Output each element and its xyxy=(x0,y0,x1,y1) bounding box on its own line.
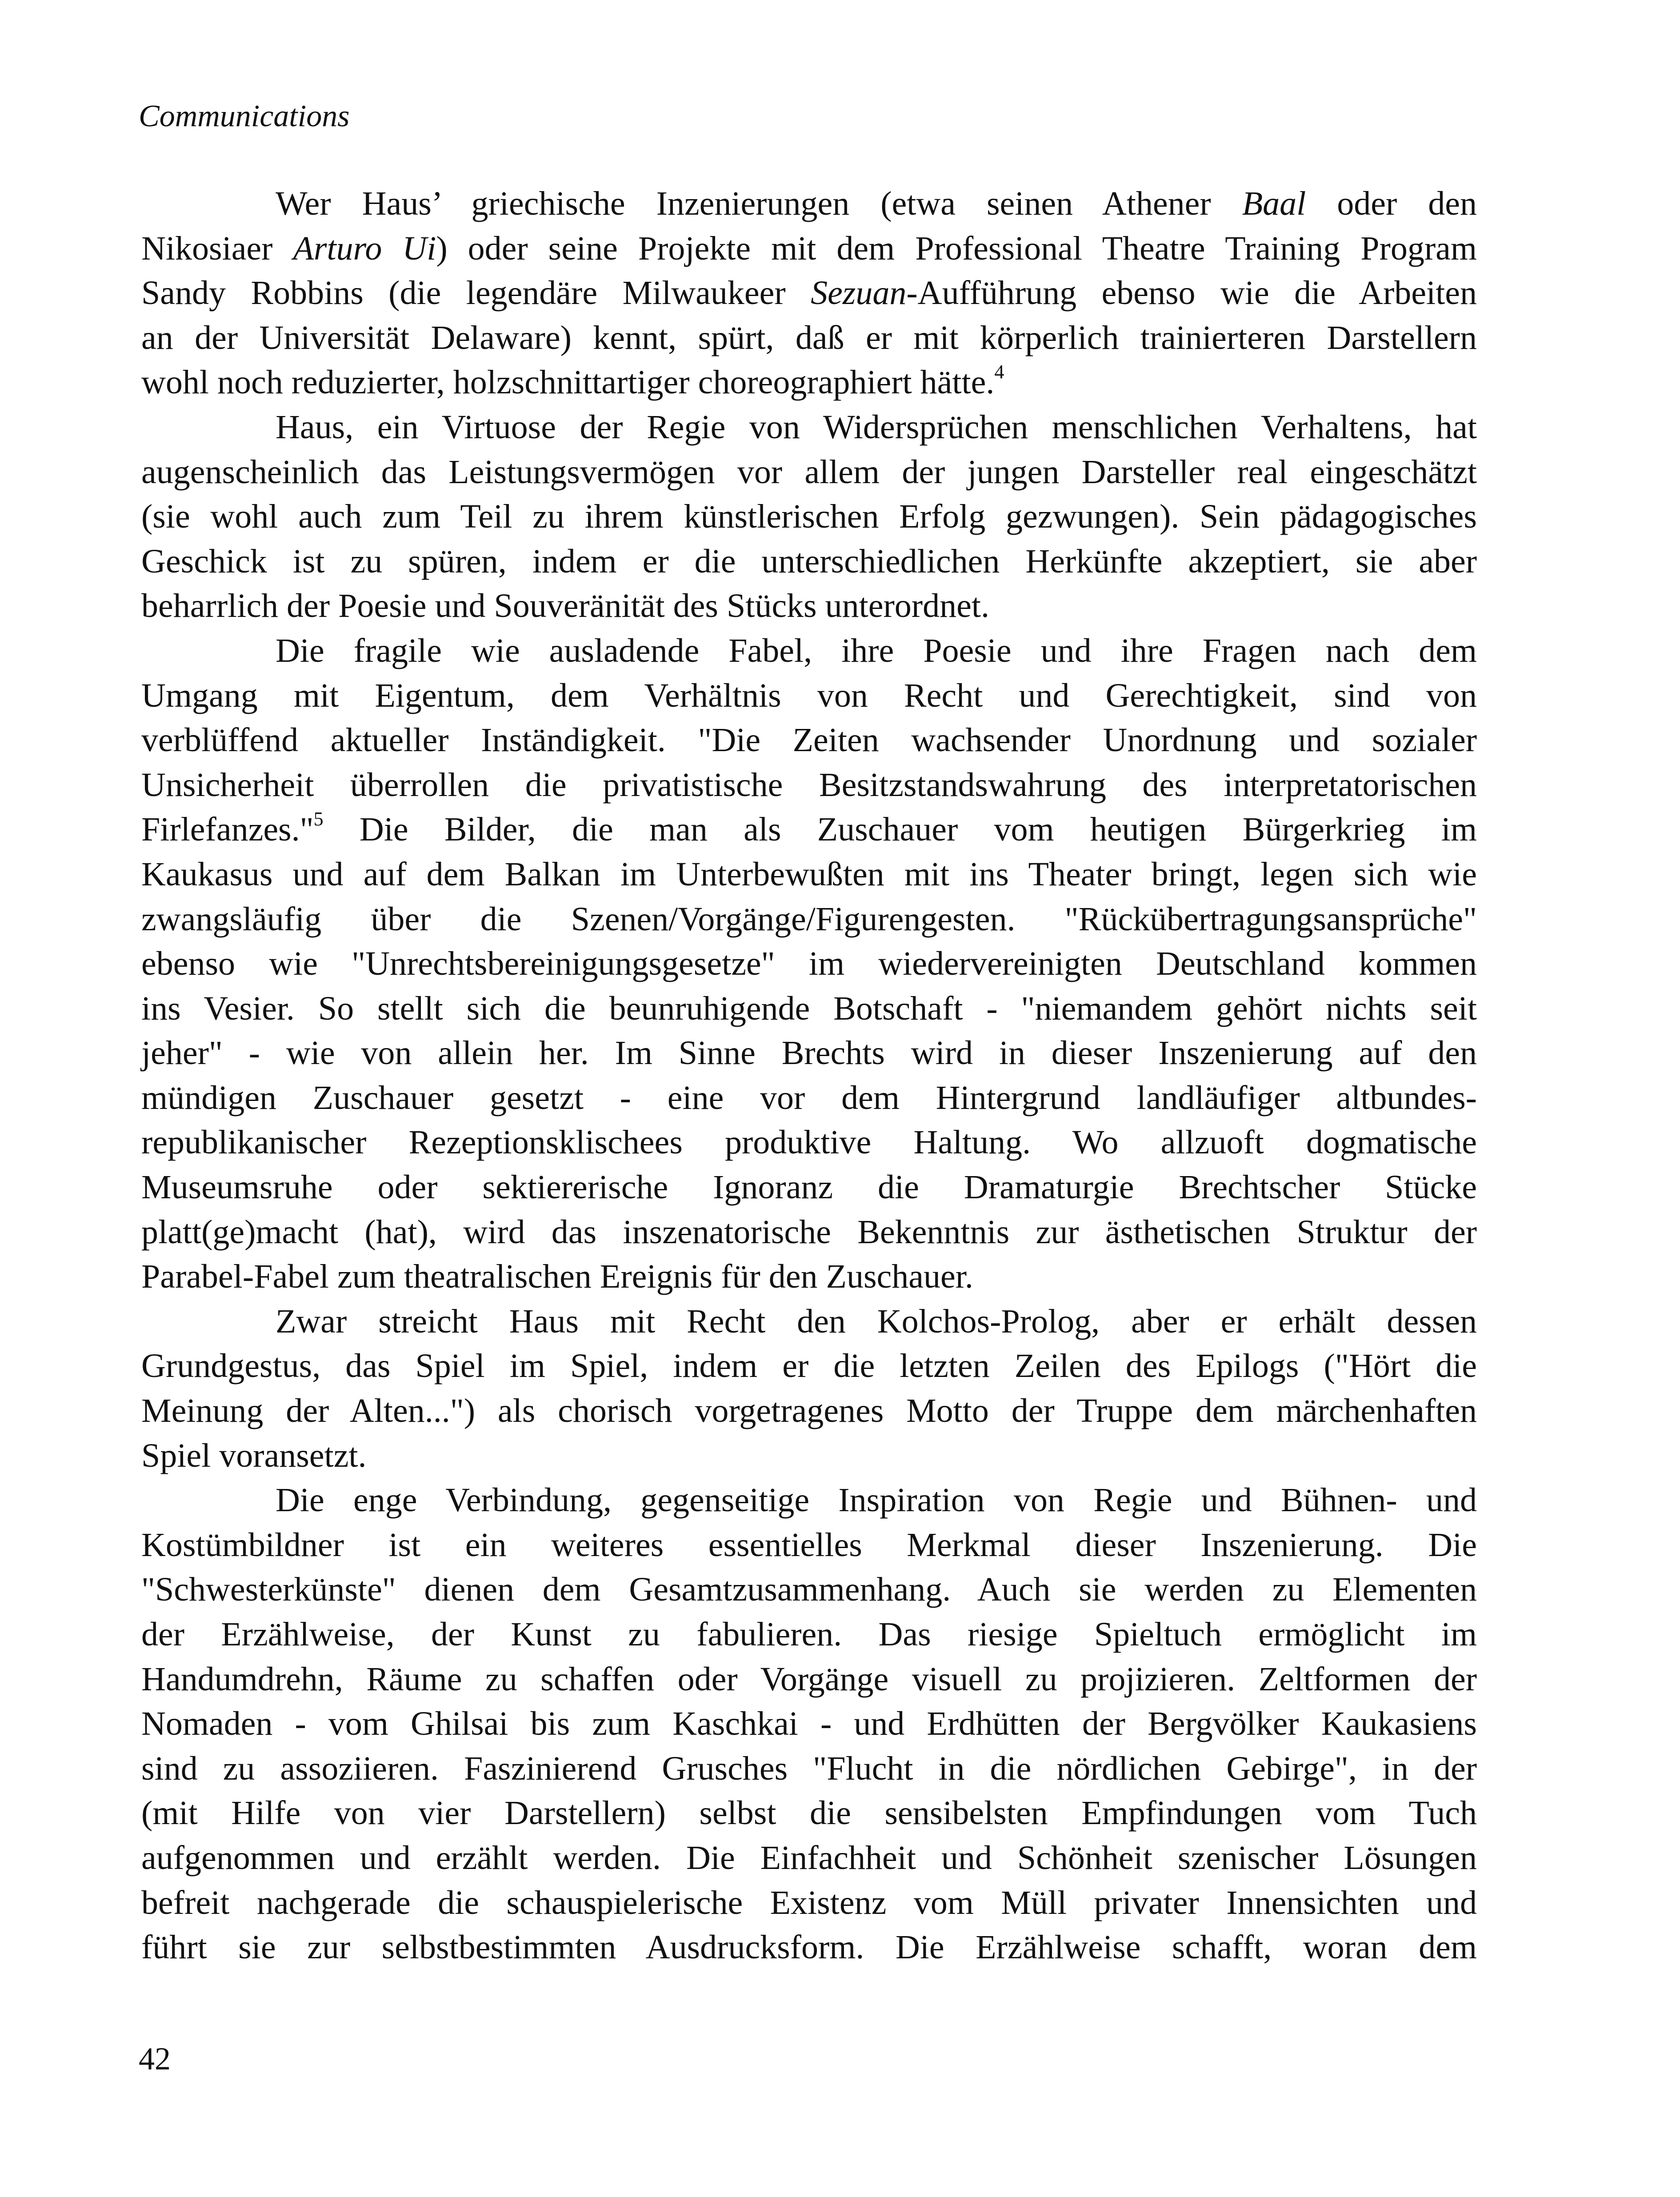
text-line xyxy=(141,1567,1477,1612)
text-segment: republikanischer Rezeptionsklischees produktive Haltung. Wo allzuoft dogmatische xyxy=(141,1124,1477,1161)
text-line xyxy=(141,941,1477,986)
footnote-marker: 5 xyxy=(313,808,324,830)
text-line xyxy=(141,1344,1477,1389)
text-line xyxy=(141,1746,1477,1791)
text-line xyxy=(141,1433,1477,1478)
text-line xyxy=(141,1523,1477,1568)
text-line xyxy=(141,226,1477,271)
text-segment: Die Bilder, die man als Zuschauer vom heutigen Bürgerkrieg im xyxy=(323,811,1477,848)
footnote-marker: 4 xyxy=(994,361,1004,383)
text-line xyxy=(141,584,1477,628)
text-segment: Geschick ist zu spüren, indem er die unterschiedlichen Herkünfte akzeptiert, sie aber xyxy=(141,542,1477,580)
text-segment: Meinung der Alten...") als chorisch vorgetragenes Motto der Truppe dem märchenhaften xyxy=(141,1392,1477,1430)
text-segment: oder den xyxy=(1306,185,1477,222)
text-segment: ebenso wie "Unrechtsbereinigungsgesetze" im wiedervereinigten Deutschland kommen xyxy=(141,945,1477,983)
text-segment: "Schwesterkünste" dienen dem Gesamtzusammenhang. Auch sie werden zu Elementen xyxy=(141,1571,1477,1609)
text-line xyxy=(141,450,1477,495)
text-segment: Die enge Verbindung, gegenseitige Inspiration von Regie und Bühnen- und xyxy=(276,1481,1477,1519)
text-line xyxy=(141,897,1477,942)
text-line xyxy=(141,1120,1477,1165)
text-segment: augenscheinlich das Leistungsvermögen vor allem der jungen Darsteller real eingeschätzt xyxy=(141,453,1477,491)
text-segment: befreit nachgerade die schauspielerische Existenz vom Müll privater Innensichten und xyxy=(141,1884,1477,1921)
text-line xyxy=(141,405,1477,450)
text-segment: Sandy Robbins (die legendäre Milwaukeer xyxy=(141,274,811,312)
text-line xyxy=(141,1389,1477,1433)
text-line xyxy=(141,494,1477,539)
text-line xyxy=(141,1210,1477,1255)
text-segment: zwangsläufig über die Szenen/Vorgänge/Figurengesten. "Rückübertragungsansprüche" xyxy=(141,900,1477,938)
text-line xyxy=(141,1791,1477,1836)
text-segment: beharrlich der Poesie und Souveränität des Stücks unterordnet. xyxy=(141,587,989,625)
text-line xyxy=(141,1836,1477,1881)
text-segment: Kaukasus und auf dem Balkan im Unterbewußten mit ins Theater bringt, legen sich wie xyxy=(141,855,1477,893)
text-line xyxy=(141,673,1477,718)
text-line xyxy=(141,1657,1477,1702)
text-line xyxy=(141,271,1477,316)
text-segment: ) oder seine Projekte mit dem Professional Theatre Training Program xyxy=(436,229,1477,267)
text-line xyxy=(141,1076,1477,1121)
text-line xyxy=(141,986,1477,1031)
text-segment: Wer Haus’ griechische Inzenierungen (etwa seinen Athener xyxy=(276,185,1242,222)
text-segment: sind zu assoziieren. Faszinierend Grusches "Flucht in die nördlichen Gebirge", in der xyxy=(141,1749,1477,1787)
text-line xyxy=(141,628,1477,673)
text-line xyxy=(141,1299,1477,1344)
running-head: Communications xyxy=(139,99,350,133)
body-text xyxy=(141,181,1477,1970)
text-segment: mündigen Zuschauer gesetzt - eine vor dem Hintergrund landläufiger altbundes- xyxy=(141,1079,1477,1117)
text-line xyxy=(141,316,1477,360)
text-line xyxy=(141,1165,1477,1210)
text-line xyxy=(141,1925,1477,1970)
text-segment: Kostümbildner ist ein weiteres essentielles Merkmal dieser Inszenierung. Die xyxy=(141,1526,1477,1564)
text-line xyxy=(141,1031,1477,1076)
text-line xyxy=(141,1881,1477,1925)
text-segment: verblüffend aktueller Inständigkeit. "Die Zeiten wachsender Unordnung und sozialer xyxy=(141,721,1477,759)
italic-title: Arturo Ui xyxy=(293,229,436,267)
text-line xyxy=(141,718,1477,763)
text-segment: Nomaden - vom Ghilsai bis zum Kaschkai - und Erdhütten der Bergvölker Kaukasiens xyxy=(141,1705,1477,1743)
text-line xyxy=(141,763,1477,808)
text-line xyxy=(141,181,1477,226)
text-segment: Unsicherheit überrollen die privatistische Besitzstandswahrung des interpretatorischen xyxy=(141,766,1477,804)
text-segment: Museumsruhe oder sektiererische Ignoranz die Dramaturgie Brechtscher Stücke xyxy=(141,1169,1477,1206)
text-segment: platt(ge)macht (hat), wird das inszenatorische Bekenntnis zur ästhetischen Struktur der xyxy=(141,1213,1477,1251)
text-segment: Firlefanzes." xyxy=(141,811,314,848)
text-line xyxy=(141,807,1477,852)
text-segment: Die fragile wie ausladende Fabel, ihre Poesie und ihre Fragen nach dem xyxy=(276,632,1477,669)
text-line xyxy=(141,539,1477,584)
text-segment: an der Universität Delaware) kennt, spürt, daß er mit körperlich trainierteren Darstellern xyxy=(141,319,1477,356)
text-segment: der Erzählweise, der Kunst zu fabulieren. Das riesige Spieltuch ermöglicht im xyxy=(141,1616,1477,1653)
text-segment: (mit Hilfe von vier Darstellern) selbst die sensibelsten Empfindungen vom Tuch xyxy=(141,1794,1477,1832)
text-segment: Zwar streicht Haus mit Recht den Kolchos-Prolog, aber er erhält dessen xyxy=(276,1302,1477,1340)
text-segment: wohl noch reduzierter, holzschnittartiger choreographiert hätte. xyxy=(141,364,995,401)
text-line xyxy=(141,1478,1477,1523)
text-line xyxy=(141,852,1477,897)
text-segment: Nikosiaer xyxy=(141,229,293,267)
text-segment: aufgenommen und erzählt werden. Die Einfachheit und Schönheit szenischer Lösungen xyxy=(141,1839,1477,1877)
text-line xyxy=(141,360,1477,405)
text-segment: Haus, ein Virtuose der Regie von Widersprüchen menschlichen Verhaltens, hat xyxy=(276,408,1477,446)
text-segment: führt sie zur selbstbestimmten Ausdrucksform. Die Erzählweise schafft, woran dem xyxy=(141,1929,1477,1966)
text-segment: jeher" - wie von allein her. Im Sinne Brechts wird in dieser Inszenierung auf den xyxy=(141,1034,1477,1072)
text-segment: ins Vesier. So stellt sich die beunruhigende Botschaft - "niemandem gehört nichts seit xyxy=(141,989,1477,1027)
text-segment: -Aufführung ebenso wie die Arbeiten xyxy=(906,274,1477,312)
page-number: 42 xyxy=(139,2041,171,2077)
text-line xyxy=(141,1612,1477,1657)
italic-title: Baal xyxy=(1242,185,1306,222)
text-segment: Parabel-Fabel zum theatralischen Ereignis für den Zuschauer. xyxy=(141,1258,973,1296)
text-line xyxy=(141,1254,1477,1299)
text-line xyxy=(141,1701,1477,1746)
text-segment: Spiel voransetzt. xyxy=(141,1437,367,1474)
text-segment: Handumdrehn, Räume zu schaffen oder Vorgänge visuell zu projizieren. Zeltformen der xyxy=(141,1660,1477,1698)
text-segment: Umgang mit Eigentum, dem Verhältnis von Recht und Gerechtigkeit, sind von xyxy=(141,676,1477,714)
italic-title: Sezuan xyxy=(811,274,907,312)
text-segment: Grundgestus, das Spiel im Spiel, indem er die letzten Zeilen des Epilogs ("Hört die xyxy=(141,1347,1477,1385)
text-segment: (sie wohl auch zum Teil zu ihrem künstlerischen Erfolg gezwungen). Sein pädagogisches xyxy=(141,498,1477,536)
